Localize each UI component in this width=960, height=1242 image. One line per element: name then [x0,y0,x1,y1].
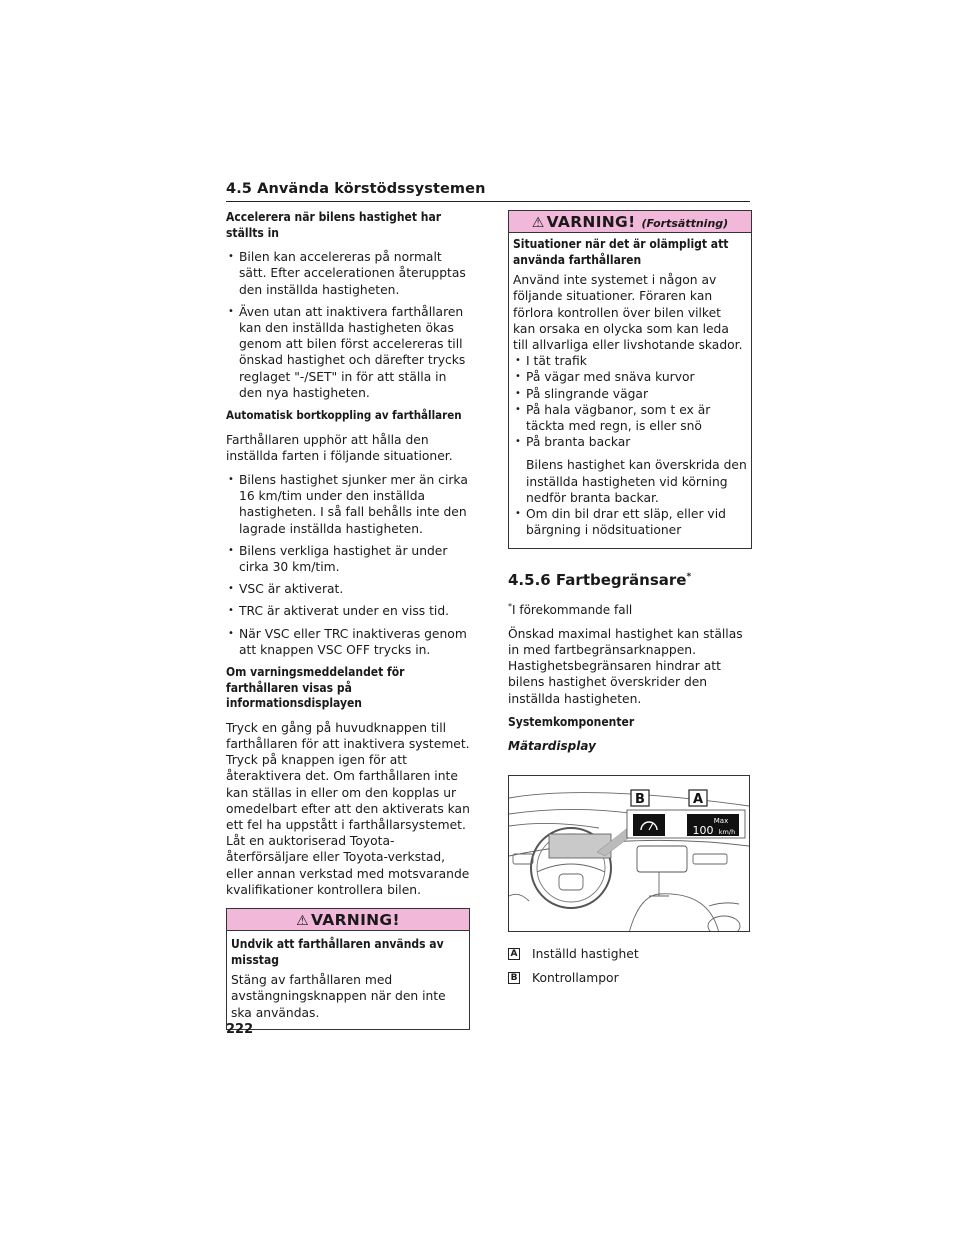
legend-key: B [508,972,520,984]
heading-accelerate: Accelerera när bilens hastighet har ställts in [226,210,442,240]
warning-continued: (Fortsättning) [641,217,729,230]
warning-heading: Situationer när det är olämpligt att använda farthållaren [513,237,729,267]
paragraph: Farthållaren upphör att hålla den inställda farten i följande situationer. [226,432,453,463]
list-item: • På branta backar [513,434,747,450]
list-item: • VSC är aktiverat. [226,581,470,597]
heading-auto-disengage: Automatisk bortkoppling av farthållaren [226,408,462,423]
left-column [226,210,470,1030]
callout-b-label: B [635,791,645,807]
list-item: • Om din bil drar ett släp, eller vid bärgning i nödsituationer [513,506,747,538]
section-title: 4.5.6 Fartbegränsare* [508,571,692,590]
warning-box [226,908,470,1030]
legend-item-a [508,946,752,962]
dashboard-illustration [508,775,750,932]
warning-header [509,211,751,233]
list-item: • TRC är aktiverat under en viss tid. [226,603,470,619]
paragraph: Önskad maximal hastighet kan ställas in med fartbegränsarknappen. Hastighetsbegränsaren hindrar att bilens hastighet överskrider den inställda hastigheten. [508,626,743,706]
warning-body [509,233,751,548]
warning-title: VARNING! [546,213,636,231]
footnote: *I förekommande fall [508,601,633,617]
list-item: • Även utan att inaktivera farthållaren kan den inställda hastigheten ökas genom att bilen först accelereras till önskad hastighet och därefter trycks reglaget "-/SET" in för att ställa in den nya hastigheten. [226,304,470,401]
list-item: • Bilen kan accelereras på normalt sätt. Efter accelerationen återupptas den inställda hastigheten. [226,249,470,298]
footnote-mark: * [686,572,692,583]
legend-key: A [508,948,520,960]
list-item: • På hala vägbanor, som t ex är täckta med regn, is eller snö [513,402,747,434]
indented-note: Bilens hastighet kan överskrida den inställda hastigheten vid körning nedför branta backar. [526,458,747,505]
warning-triangle-icon: ⚠ [531,215,545,231]
list-item: • Bilens hastighet sjunker mer än cirka 16 km/tim under den inställda hastigheten. I så fall behålls inte den lagrade inställda hastigheten. [226,472,470,537]
footnote-mark: * [508,601,512,611]
list-item: • På slingrande vägar [513,386,747,402]
warning-text: Använd inte systemet i någon av följande situationer. Föraren kan förlora kontrollen över bilen vilket kan orsaka en olycka som kan leda till allvarliga eller livshotande skador. [513,273,743,352]
paragraph: Tryck en gång på huvudknappen till farthållaren för att inaktivera systemet. Tryck på knappen igen för att återaktivera det. Om farthållaren inte kan ställas in eller om den kopplas ur omedelbart efter att den aktiverats kan ett fel ha uppstått i farthållarsystemet. Låt en auktoriserad Toyota-återförsäljare eller Toyota-verkstad, eller annan verkstad med motsvarande kvalifikationer kontrollera bilen. [226,720,470,897]
warning-triangle-icon: ⚠ [296,913,310,930]
max-label: Max [713,816,729,825]
list-item: • Bilens verkliga hastighet är under cirka 30 km/tim. [226,543,470,575]
header-title: 4.5 Använda körstödssystemen [226,181,486,197]
callout-a-label: A [692,791,704,807]
bullet-list-accelerate [226,249,470,401]
legend-item-b [508,970,752,986]
warning-body [227,931,469,1029]
heading-system-components: Systemkomponenter [508,714,635,729]
warning-title: VARNING! [311,911,400,930]
heading-meter-display: Mätardisplay [508,739,596,754]
list-item: • I tät trafik [513,353,747,369]
speed-value: 100 [692,823,714,837]
warning-bullets [513,353,747,450]
legend-text: Inställd hastighet [532,946,639,961]
heading-warning-message: Om varningsmeddelandet för farthållaren visas på informationsdisplayen [226,665,405,711]
warning-bullets-last [513,506,747,538]
legend-text: Kontrollampor [532,970,619,985]
list-item: • När VSC eller TRC inaktiveras genom att knappen VSC OFF trycks in. [226,626,470,658]
warning-header [227,909,469,931]
warning-box-continued [508,210,752,549]
bullet-list-disengage [226,472,470,658]
speed-unit: km/h [718,827,736,836]
section-header [226,178,750,202]
page-number: 222 [226,1022,254,1037]
dashboard-drawing [509,776,750,932]
list-item: • På vägar med snäva kurvor [513,369,747,385]
warning-text: Stäng av farthållaren med avstängningsknappen när den inte ska användas. [231,973,446,1020]
warning-heading: Undvik att farthållaren används av misstag [231,937,444,967]
right-column [508,210,752,986]
